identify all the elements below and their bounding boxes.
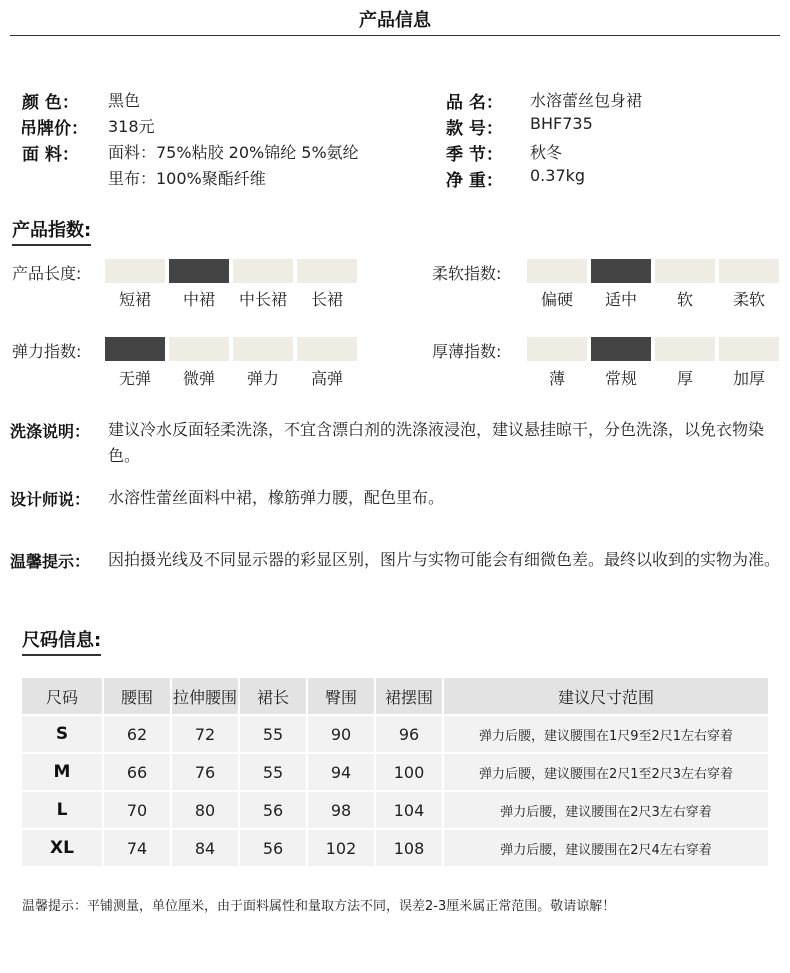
tip-label: 温馨提示： (10, 552, 91, 571)
thickness-scale-box (591, 337, 651, 361)
table-header-row (22, 678, 768, 714)
season-value: 秋冬 (530, 143, 563, 162)
skirt-length-cell: 56 (240, 830, 306, 866)
index-section-heading: 产品指数: (12, 216, 91, 246)
column-header: 裙长 (240, 678, 306, 714)
column-header: 拉伸腰围 (172, 678, 238, 714)
hem-cell: 108 (376, 830, 442, 866)
column-header: 建议尺寸范围 (444, 678, 768, 714)
size-cell: L (22, 792, 102, 828)
length-scale-box (233, 259, 293, 283)
hem-cell: 100 (376, 754, 442, 790)
thickness-option-label: 常规 (604, 369, 637, 388)
size-cell: M (22, 754, 102, 790)
column-header: 裙摆围 (376, 678, 442, 714)
hip-cell: 102 (308, 830, 374, 866)
season-label: 季 节： (446, 145, 503, 165)
softness-index-label: 柔软指数: (432, 264, 502, 283)
hip-cell: 94 (308, 754, 374, 790)
length-option-label: 短裙 (118, 290, 151, 309)
waist-cell: 62 (104, 716, 170, 752)
color-value: 黑色 (108, 91, 141, 110)
fit-note-cell: 弹力后腰，建议腰围在2尺1至2尺3左右穿着 (444, 754, 768, 790)
net-weight-label: 净 重： (446, 171, 503, 191)
hem-cell: 96 (376, 716, 442, 752)
hem-cell: 104 (376, 792, 442, 828)
fabric-value: 面料：75%粘胶 20%锦纶 5%氨纶 (108, 143, 359, 162)
length-option-label: 中长裙 (238, 290, 287, 309)
lining-value: 里布：100%聚酯纤维 (108, 169, 266, 188)
skirt-length-cell: 55 (240, 716, 306, 752)
style-number-value: BHF735 (530, 114, 593, 133)
thickness-option-label: 厚 (676, 369, 693, 388)
skirt-length-cell: 55 (240, 754, 306, 790)
tag-price-label: 吊牌价： (20, 119, 88, 139)
thickness-index-label: 厚薄指数: (432, 342, 502, 361)
waist-cell: 66 (104, 754, 170, 790)
stretch-waist-cell: 80 (172, 792, 238, 828)
thickness-scale-box (527, 337, 587, 361)
wash-instructions-text: 建议冷水反面轻柔洗涤，不宜含漂白剂的洗涤液浸泡，建议悬挂晾干，分色洗涤，以免衣物染色。 (108, 420, 765, 465)
waist-cell: 74 (104, 830, 170, 866)
softness-option-label: 偏硬 (540, 290, 573, 309)
length-scale-box (105, 259, 165, 283)
net-weight-value: 0.37kg (530, 166, 586, 185)
designer-note-label: 设计师说： (10, 490, 91, 509)
size-cell: XL (22, 830, 102, 866)
product-name-value: 水溶蕾丝包身裙 (530, 91, 643, 110)
table-row (22, 830, 768, 866)
size-cell: S (22, 716, 102, 752)
table-row (22, 792, 768, 828)
length-scale-box (297, 259, 357, 283)
thickness-scale-box (719, 337, 779, 361)
thickness-option-label: 薄 (548, 369, 565, 388)
thickness-option-label: 加厚 (732, 369, 765, 388)
footer-tip: 温馨提示：平铺测量，单位厘米，由于面料属性和量取方法不同，误差2-3厘米属正常范围。敬请谅解！ (22, 899, 616, 914)
column-header: 腰围 (104, 678, 170, 714)
elasticity-option-label: 无弹 (118, 369, 151, 388)
fit-note-cell: 弹力后腰，建议腰围在2尺3左右穿着 (444, 792, 768, 828)
softness-option-label: 柔软 (732, 290, 765, 309)
elasticity-scale-box (233, 337, 293, 361)
wash-instructions-label: 洗涤说明： (10, 422, 91, 441)
softness-scale-box (591, 259, 651, 283)
hip-cell: 90 (308, 716, 374, 752)
designer-note-text: 水溶性蕾丝面料中裙，橡筋弹力腰，配色里布。 (108, 488, 445, 507)
elasticity-scale-box (105, 337, 165, 361)
color-label: 颜 色： (22, 93, 79, 113)
column-header: 臀围 (308, 678, 374, 714)
hip-cell: 98 (308, 792, 374, 828)
elasticity-option-label: 弹力 (246, 369, 279, 388)
table-row (22, 754, 768, 790)
softness-option-label: 软 (676, 290, 693, 309)
thickness-scale-box (655, 337, 715, 361)
length-option-label: 长裙 (310, 290, 343, 309)
style-number-label: 款 号： (446, 119, 503, 139)
softness-scale-box (719, 259, 779, 283)
softness-option-label: 适中 (604, 290, 637, 309)
column-header: 尺码 (22, 678, 102, 714)
product-name-label: 品 名： (446, 93, 503, 113)
tag-price-value: 318元 (108, 117, 155, 136)
stretch-waist-cell: 72 (172, 716, 238, 752)
softness-scale-box (527, 259, 587, 283)
header-divider (10, 35, 780, 36)
stretch-waist-cell: 84 (172, 830, 238, 866)
softness-scale-box (655, 259, 715, 283)
tip-text: 因拍摄光线及不同显示器的彩显区别，图片与实物可能会有细微色差。最终以收到的实物为准。 (108, 550, 781, 569)
page-title: 产品信息 (359, 10, 431, 31)
length-option-label: 中裙 (182, 290, 215, 309)
fit-note-cell: 弹力后腰，建议腰围在1尺9至2尺1左右穿着 (444, 716, 768, 752)
size-table (20, 676, 770, 868)
length-scale-box (169, 259, 229, 283)
stretch-waist-cell: 76 (172, 754, 238, 790)
size-section-heading: 尺码信息: (22, 626, 101, 656)
elasticity-scale-box (297, 337, 357, 361)
elasticity-option-label: 高弹 (310, 369, 343, 388)
table-row (22, 716, 768, 752)
elasticity-scale-box (169, 337, 229, 361)
skirt-length-cell: 56 (240, 792, 306, 828)
length-index-label: 产品长度: (12, 264, 82, 283)
elasticity-index-label: 弹力指数: (12, 342, 82, 361)
waist-cell: 70 (104, 792, 170, 828)
elasticity-option-label: 微弹 (182, 369, 215, 388)
fabric-label: 面 料： (22, 145, 79, 165)
fit-note-cell: 弹力后腰，建议腰围在2尺4左右穿着 (444, 830, 768, 866)
